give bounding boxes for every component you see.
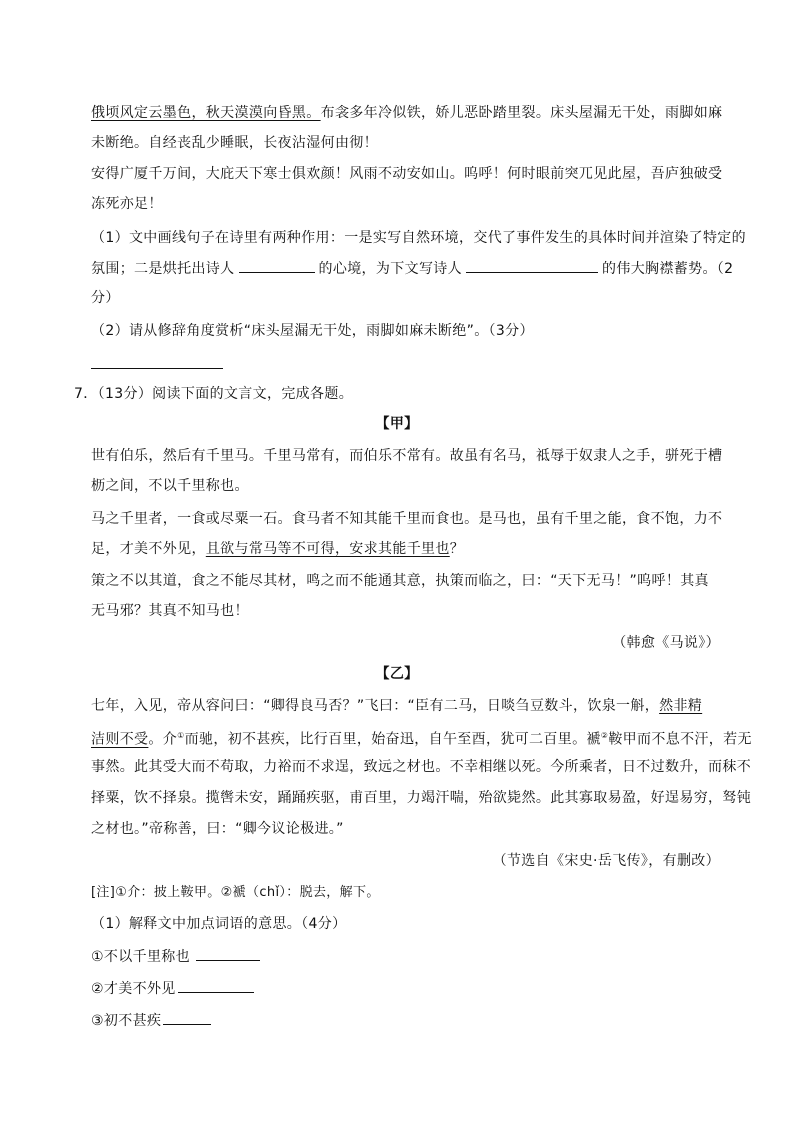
yi-line1: 七年，入见，帝从容问曰：“卿得良马否？”飞曰：“臣有二马，日啖刍豆数斗，饮泉一斛，然非精 — [91, 698, 703, 714]
answer-blank[interactable] — [466, 258, 598, 273]
poem-line-3: 安得广厦千万间，大庇天下寒士俱欢颜！风雨不动安如山。呜呼！何时眼前突兀见此屋，吾庐独破受 — [91, 166, 723, 182]
q7-item-3: ③初不甚疾 — [91, 1010, 211, 1031]
jia-p2-line1: 马之千里者，一食或尽粟一石。食马者不知其能千里而食也。是马也，虽有千里之能，食不饱，力不 — [91, 511, 723, 527]
answer-blank[interactable] — [178, 978, 254, 993]
q7-sub1: （1）解释文中加点词语的意思。（4分） — [91, 916, 347, 932]
q6-sub1-line2: 氛围；二是烘托出诗人 的心境，为下文写诗人 的伟大胸襟蓄势。（2 — [91, 258, 733, 279]
poem-line-1: 俄顷风定云墨色，秋天漠漠向昏黑。布衾多年冷似铁，娇儿恶卧踏里裂。床头屋漏无干处，雨脚如麻 — [91, 105, 723, 121]
yi-line5: 之材也。”帝称善，曰：“卿今议论极进。” — [91, 821, 344, 837]
jia-p1-line2: 枥之间，不以千里称也。 — [91, 478, 249, 494]
q7-item-1: ①不以千里称也 — [91, 946, 260, 967]
poem-line-2: 未断绝。自经丧乱少睡眠，长夜沾湿何由彻！ — [91, 135, 378, 151]
underlined-sentence: 且欲与常马等不可得，安求其能千里也 — [205, 541, 450, 557]
underlined-sentence: 俄顷风定云墨色，秋天漠漠向昏黑。 — [91, 105, 321, 121]
q6-sub1-line1: （1）文中画线句子在诗里有两种作用：一是实写自然环境，交代了事件发生的具体时间并渲染了特定的 — [91, 230, 747, 246]
yi-line2: 洁则不受。介①而驰，初不甚疾，比行百里，始奋迅，自午至酉，犹可二百里。褫②鞍甲而不息不汗，若无 — [91, 731, 752, 748]
section-title-yi: 【乙】 — [375, 666, 419, 682]
answer-blank[interactable] — [239, 258, 315, 273]
answer-blank[interactable] — [196, 946, 260, 961]
q6-sub1-line3: 分） — [91, 290, 120, 306]
poem-line-4: 冻死亦足！ — [91, 196, 163, 212]
answer-line[interactable] — [91, 368, 223, 369]
q7-header: 7．（13分）阅读下面的文言文，完成各题。 — [74, 386, 354, 402]
q7-item-2: ②才美不外见 — [91, 978, 254, 999]
section-title-jia: 【甲】 — [375, 416, 419, 432]
answer-blank[interactable] — [163, 1010, 211, 1025]
yi-line4: 择粟，饮不择泉。揽辔未安，踊踊疾驱，甫百里，力竭汗喘，殆欲毙然。此其寡取易盈，好逞易穷，驽钝 — [91, 790, 752, 806]
jia-p3-line1: 策之不以其道，食之不能尽其材，鸣之而不能通其意，执策而临之，曰：“天下无马！”呜呼！其真 — [91, 573, 709, 589]
underlined-sentence: 洁则不受 — [91, 731, 149, 748]
q6-sub2: （2）请从修辞角度赏析“床头屋漏无干处，雨脚如麻未断绝”。（3分） — [91, 323, 534, 339]
jia-p3-line2: 无马邪？其真不知马也！ — [91, 603, 249, 619]
jia-p1-line1: 世有伯乐，然后有千里马。千里马常有，而伯乐不常有。故虽有名马，祗辱于奴隶人之手，骈死于槽 — [91, 448, 723, 464]
yi-line3: 事然。此其受大而不苟取，力裕而不求逞，致远之材也。不幸相继以死。今所乘者，日不过数升，而秣不 — [91, 759, 752, 775]
footnote: [注]①介：披上鞍甲。②褫（chǐ）：脱去，解下。 — [91, 885, 380, 900]
underlined-sentence: 然非精 — [659, 698, 703, 714]
jia-source: （韩愈《马说》） — [612, 635, 720, 651]
yi-source: （节选自《宋史·岳飞传》，有删改） — [492, 853, 720, 869]
jia-p2-line2: 足，才美不外见，且欲与常马等不可得，安求其能千里也？ — [91, 541, 465, 557]
